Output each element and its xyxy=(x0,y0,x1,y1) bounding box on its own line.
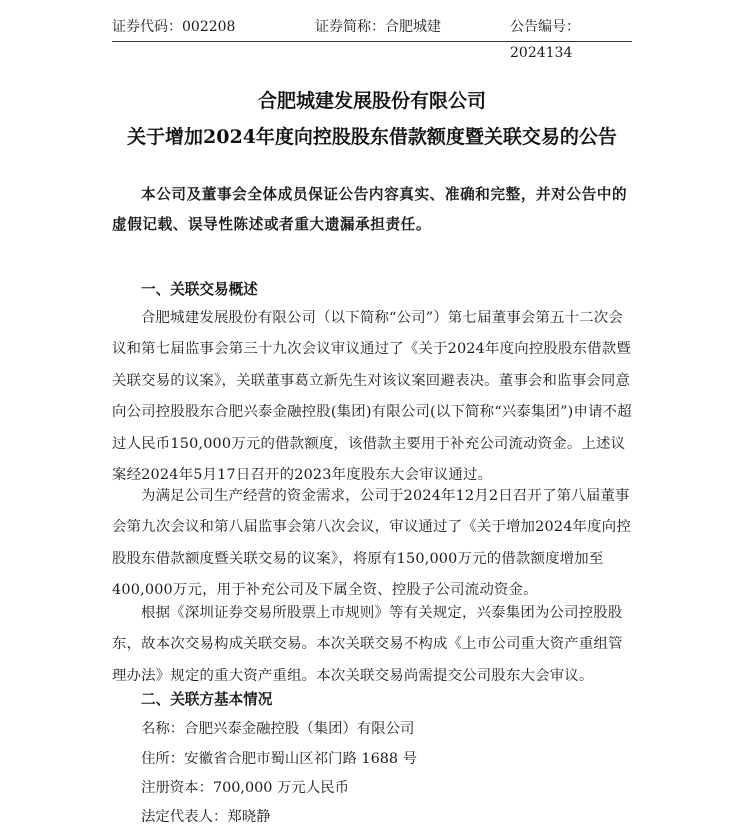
stock-code: 证券代码：002208 xyxy=(112,19,236,35)
page-header xyxy=(112,14,632,61)
stock-short-name: 证券简称：合肥城建 xyxy=(315,19,441,35)
related-party-legal-rep: 法定代表人：郑晓静 xyxy=(141,809,271,825)
responsibility-statement: 本公司及董事会全体成员保证公告内容真实、准确和完整，并对公告中的虚假记载、误导性陈述或者重大遗漏承担责任。 xyxy=(112,186,628,233)
section1-heading: 一、关联交易概述 xyxy=(141,281,258,298)
related-party-name: 名称：合肥兴泰金融控股（集团）有限公司 xyxy=(141,721,415,737)
section2-heading: 二、关联方基本情况 xyxy=(141,691,273,708)
company-title: 合肥城建发展股份有限公司 xyxy=(257,90,486,112)
section1-paragraph-1: 合肥城建发展股份有限公司（以下简称“公司”）第七届董事会第五十二次会议和第七届监事会第三十九次会议审议通过了《关于2024年度向控股股东借款暨关联交易的议案》，关联董事葛立新先生对该议案回避表决。董事会和监事会同意向公司控股股东合肥兴泰金融控股(集团)有限公司(以下简称“兴泰集团”)申请不超过人民币150,000万元的借款额度，该借款主要用于补充公司流动资金。上述议案经2024年5月17日召开的2023年度股东大会审议通过。 xyxy=(112,310,632,484)
notice-title: 关于增加2024年度向控股股东借款额度暨关联交易的公告 xyxy=(127,126,617,148)
related-party-capital: 注册资本：700,000 万元人民币 xyxy=(141,780,349,796)
section1-paragraph-3: 根据《深圳证券交易所股票上市规则》等有关规定，兴泰集团为公司控股股东，故本次交易构成关联交易。本次关联交易不构成《上市公司重大资产重组管理办法》规定的重大资产重组。本次关联交易尚需提交公司股东大会审议。 xyxy=(112,605,623,684)
notice-number: 公告编号：2024134 xyxy=(510,19,580,61)
related-party-address: 住所：安徽省合肥市蜀山区祁门路 1688 号 xyxy=(141,751,418,767)
header-rule xyxy=(112,41,632,42)
section1-paragraph-2: 为满足公司生产经营的资金需求，公司于2024年12月2日召开了第八届董事会第九次会议和第八届监事会第八次会议，审议通过了《关于增加2024年度向控股股东借款额度暨关联交易的议案》，将原有150,000万元的借款额度增加至400,000万元，用于补充公司及下属全资、控股子公司流动资金。 xyxy=(112,488,631,599)
